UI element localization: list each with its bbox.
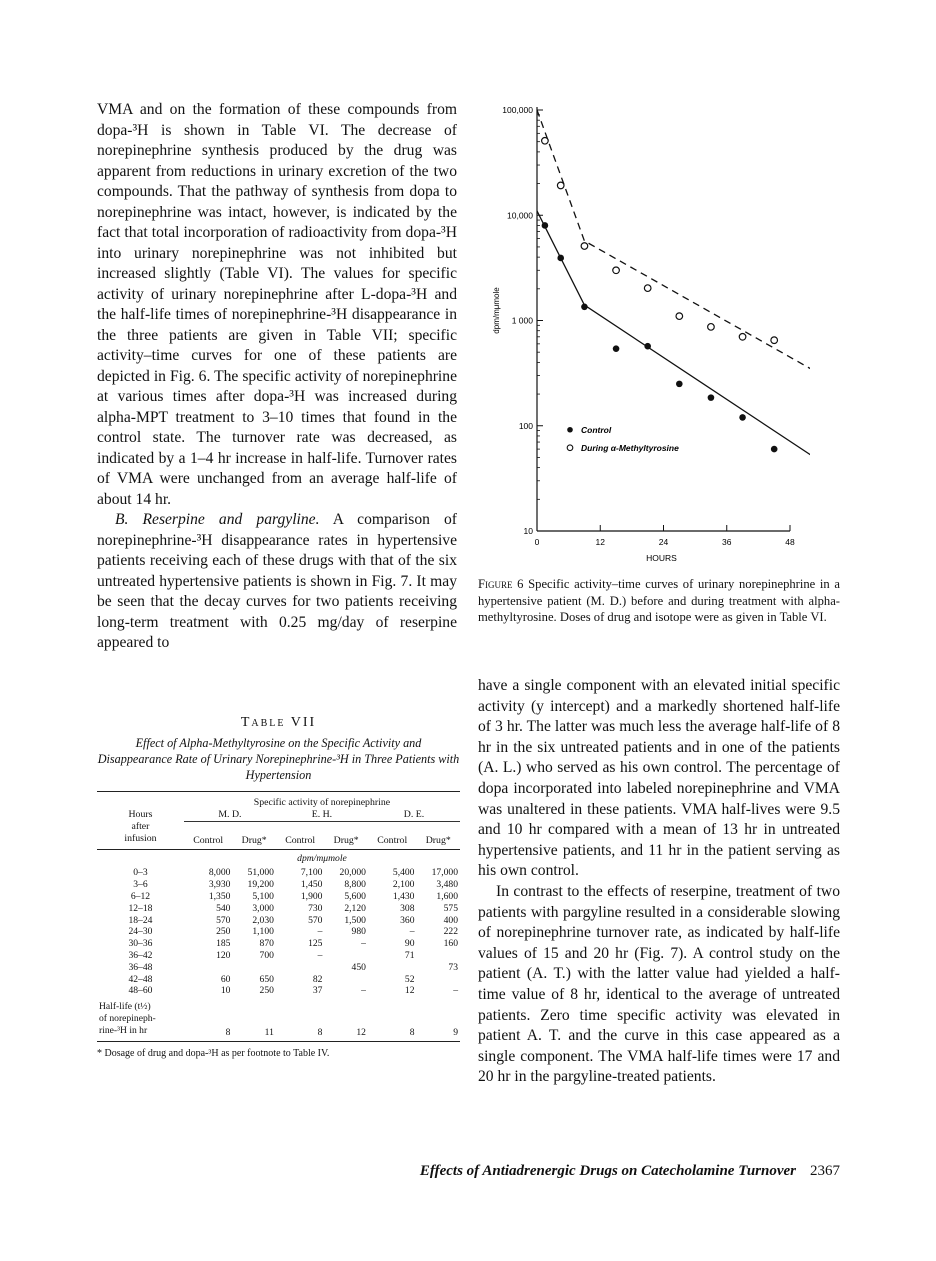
- body-paragraph: VMA and on the formation of these compounds from dopa-³H is shown in Table VI. The decrease of norepinephrine synthesis produced by the drug was apparent from reductions in urinary excretion of the two compounds. That the pathway of synthesis from dopa to norepinephrine was intact, however, is indicated by the fact that total incorporation of radioactivity from dopa-³H into urinary norepinephrine was not inhibited but increased slightly (Table VI). The values for specific activity of urinary norepinephrine after L-dopa-³H and the half-life times of norepinephrine-³H disappearance in the three patients are given in Table VII; specific activity–time curves for one of these patients are depicted in Fig. 6. The specific activity of norepinephrine at various times after dopa-³H was increased during alpha-MPT treatment to 3–10 times that found in the control state. The turnover rate was decreased, as indicated by a 1–4 hr increase in half-life. Turnover rates of VMA were unchanged from an average half-life of about 14 hr.: [97, 101, 457, 508]
- control-fit-line: [537, 211, 822, 462]
- section-paragraph: [97, 510, 457, 654]
- legend-control-label: Control: [581, 424, 612, 435]
- legend-drug-label: During α-Methyltyrosine: [581, 442, 679, 453]
- table-row: 42–48 60 650 82 52: [128, 973, 415, 985]
- drug-point: [771, 337, 778, 344]
- table-row: 48–60 10 250 37 – 12 –: [128, 985, 458, 997]
- body-paragraph: In contrast to the effects of reserpine, treatment of two patients with pargyline resulted in a considerable slowing of norepinephrine turnover rate, as indicated by half-life values of 15 and 20 hr (Fig. 7). A control study on the patient (A. T.) with the latter value had yielded a half-time value of 8 hr, identical to the average of untreated patients. Zero time specific activity was elevated in patient A. T. and the curve in this case appeared as a single component. The VMA half-life times were 17 and 20 hr in the pargyline-treated patients.: [478, 882, 840, 1086]
- section-heading: B. Reserpine and pargyline.: [115, 511, 320, 528]
- table-grid: [97, 791, 460, 1042]
- control-point: [739, 414, 746, 421]
- table-row: 6–12 1,350 5,100 1,900 5,600 1,430 1,600: [130, 891, 458, 903]
- control-point: [708, 394, 715, 401]
- table-caption: Effect of Alpha-Methyltyrosine on the Specific Activity and Disappearance Rate of Urinary Norepinephrine-³H in Three Patients with Hypertension: [97, 736, 460, 782]
- halflife-row: Half-life (t½): [99, 1001, 151, 1013]
- col-header-drug: Drug*: [232, 833, 275, 849]
- x-tick-label: 24: [658, 537, 669, 547]
- running-footer: [340, 1163, 840, 1180]
- control-point: [644, 343, 651, 350]
- left-column-text: [97, 100, 457, 654]
- y-tick-label: 100: [518, 420, 533, 431]
- table-title: Table VII: [240, 715, 317, 730]
- drug-point: [676, 313, 683, 320]
- control-point: [542, 222, 549, 229]
- body-paragraph: have a single component with an elevated initial specific activity (y intercept) and a markedly shortened half-life of 3 hr. The latter was much less the average half-life of 8 hr in the six untreated patients and in one of the patients (A. L.) who served as his own control. The percentage of dopa incorporated into labeled norepinephrine and VMA was unaltered in these patients. VMA half-lives were 9.5 and 10 hr compared with a mean of 13 hr in untreated hypertensive patients, and 11 hr in the patient serving as his own control.: [478, 677, 840, 880]
- x-tick-label: 0: [534, 537, 540, 547]
- table-header-group: Specific activity of norepinephrine: [184, 792, 460, 809]
- page-number: 2367: [810, 1163, 840, 1179]
- y-tick-label: 1 000: [511, 315, 533, 326]
- col-header-control: Control: [276, 833, 325, 849]
- section-text: A comparison of norepinephrine-³H disappearance rates in hypertensive patients receiving each of these drugs with that of the six untreated hypertensive patients is shown in Fig. 7. It may be seen that the decay curves for two patients receiving long-term treatment with 0.25 mg/day of reserpine appeared to: [97, 511, 457, 651]
- drug-point: [613, 267, 620, 274]
- drug-point: [739, 334, 746, 341]
- table-row: 36–42 120 700 – 71: [128, 950, 415, 962]
- y-tick-label: 10: [523, 526, 533, 536]
- table-vii: [97, 715, 460, 1059]
- table-row: 12–18 540 3,000 730 2,120 308 575: [128, 902, 458, 914]
- figure-caption-text: Specific activity–time curves of urinary norepinephrine in a hypertensive patient (M. D.) before and during treatment with alpha-methyltyrosine. Doses of drug and isotope were as given in Table VI.: [478, 577, 840, 624]
- figure-caption: [478, 576, 840, 626]
- drug-point: [708, 324, 715, 331]
- drug-point: [542, 137, 549, 144]
- table-row: 0–3 8,000 51,000 7,100 20,000 5,400 17,000: [133, 867, 458, 879]
- hours-header: infusion: [97, 833, 184, 849]
- legend-drug-marker: [567, 445, 573, 451]
- col-header-drug: Drug*: [416, 833, 460, 849]
- chart-svg: [480, 95, 840, 575]
- figure-6: [480, 95, 840, 575]
- control-point: [613, 345, 620, 352]
- halflife-row: rine-³H in hr 8 11 8 12 8 9: [97, 1025, 460, 1041]
- right-column-text: [478, 676, 840, 1088]
- chart-lines: [537, 110, 837, 462]
- drug-point: [581, 243, 588, 250]
- control-point: [581, 303, 588, 310]
- table-row: 24–30 250 1,100 – 980 – 222: [128, 926, 458, 938]
- table-row: 36–48 450 73: [128, 961, 458, 973]
- control-point: [771, 446, 778, 453]
- y-tick-label: 100,000: [502, 105, 533, 115]
- table-row: 3–6 3,930 19,200 1,450 8,800 2,100 3,480: [133, 879, 458, 891]
- col-header-drug: Drug*: [324, 833, 367, 849]
- patient-header: D. E.: [368, 809, 460, 821]
- chart-points: [542, 137, 778, 452]
- x-tick-label: 36: [722, 537, 732, 547]
- col-header-control: Control: [184, 833, 233, 849]
- x-tick-label: 48: [785, 537, 795, 547]
- hours-header: Hours: [128, 809, 153, 821]
- y-axis-label: dpm/mμmole: [492, 287, 501, 334]
- figure-caption-label: Figure 6: [478, 577, 524, 591]
- control-point: [676, 381, 683, 388]
- x-axis-label: HOURS: [646, 553, 677, 563]
- table-row: 30–36 185 870 125 – 90 160: [128, 938, 458, 950]
- table-unit: dpm/mμmole: [297, 852, 347, 864]
- hours-header: after: [131, 821, 150, 833]
- running-title: Effects of Antiadrenergic Drugs on Catecholamine Turnover: [419, 1163, 796, 1179]
- patient-header: E. H.: [276, 809, 368, 821]
- col-header-control: Control: [368, 833, 417, 849]
- halflife-row: of norepineph-: [99, 1013, 156, 1025]
- drug-point: [557, 182, 564, 189]
- x-tick-label: 12: [595, 537, 605, 547]
- y-tick-label: 10,000: [507, 210, 533, 221]
- chart-axes: [537, 107, 790, 531]
- patient-header: M. D.: [184, 809, 276, 821]
- drug-point: [644, 285, 651, 292]
- control-point: [557, 255, 564, 262]
- table-footnote: * Dosage of drug and dopa-³H as per footnote to Table IV.: [97, 1047, 330, 1059]
- legend-control-marker: [567, 427, 573, 433]
- table-row: 18–24 570 2,030 570 1,500 360 400: [128, 914, 458, 926]
